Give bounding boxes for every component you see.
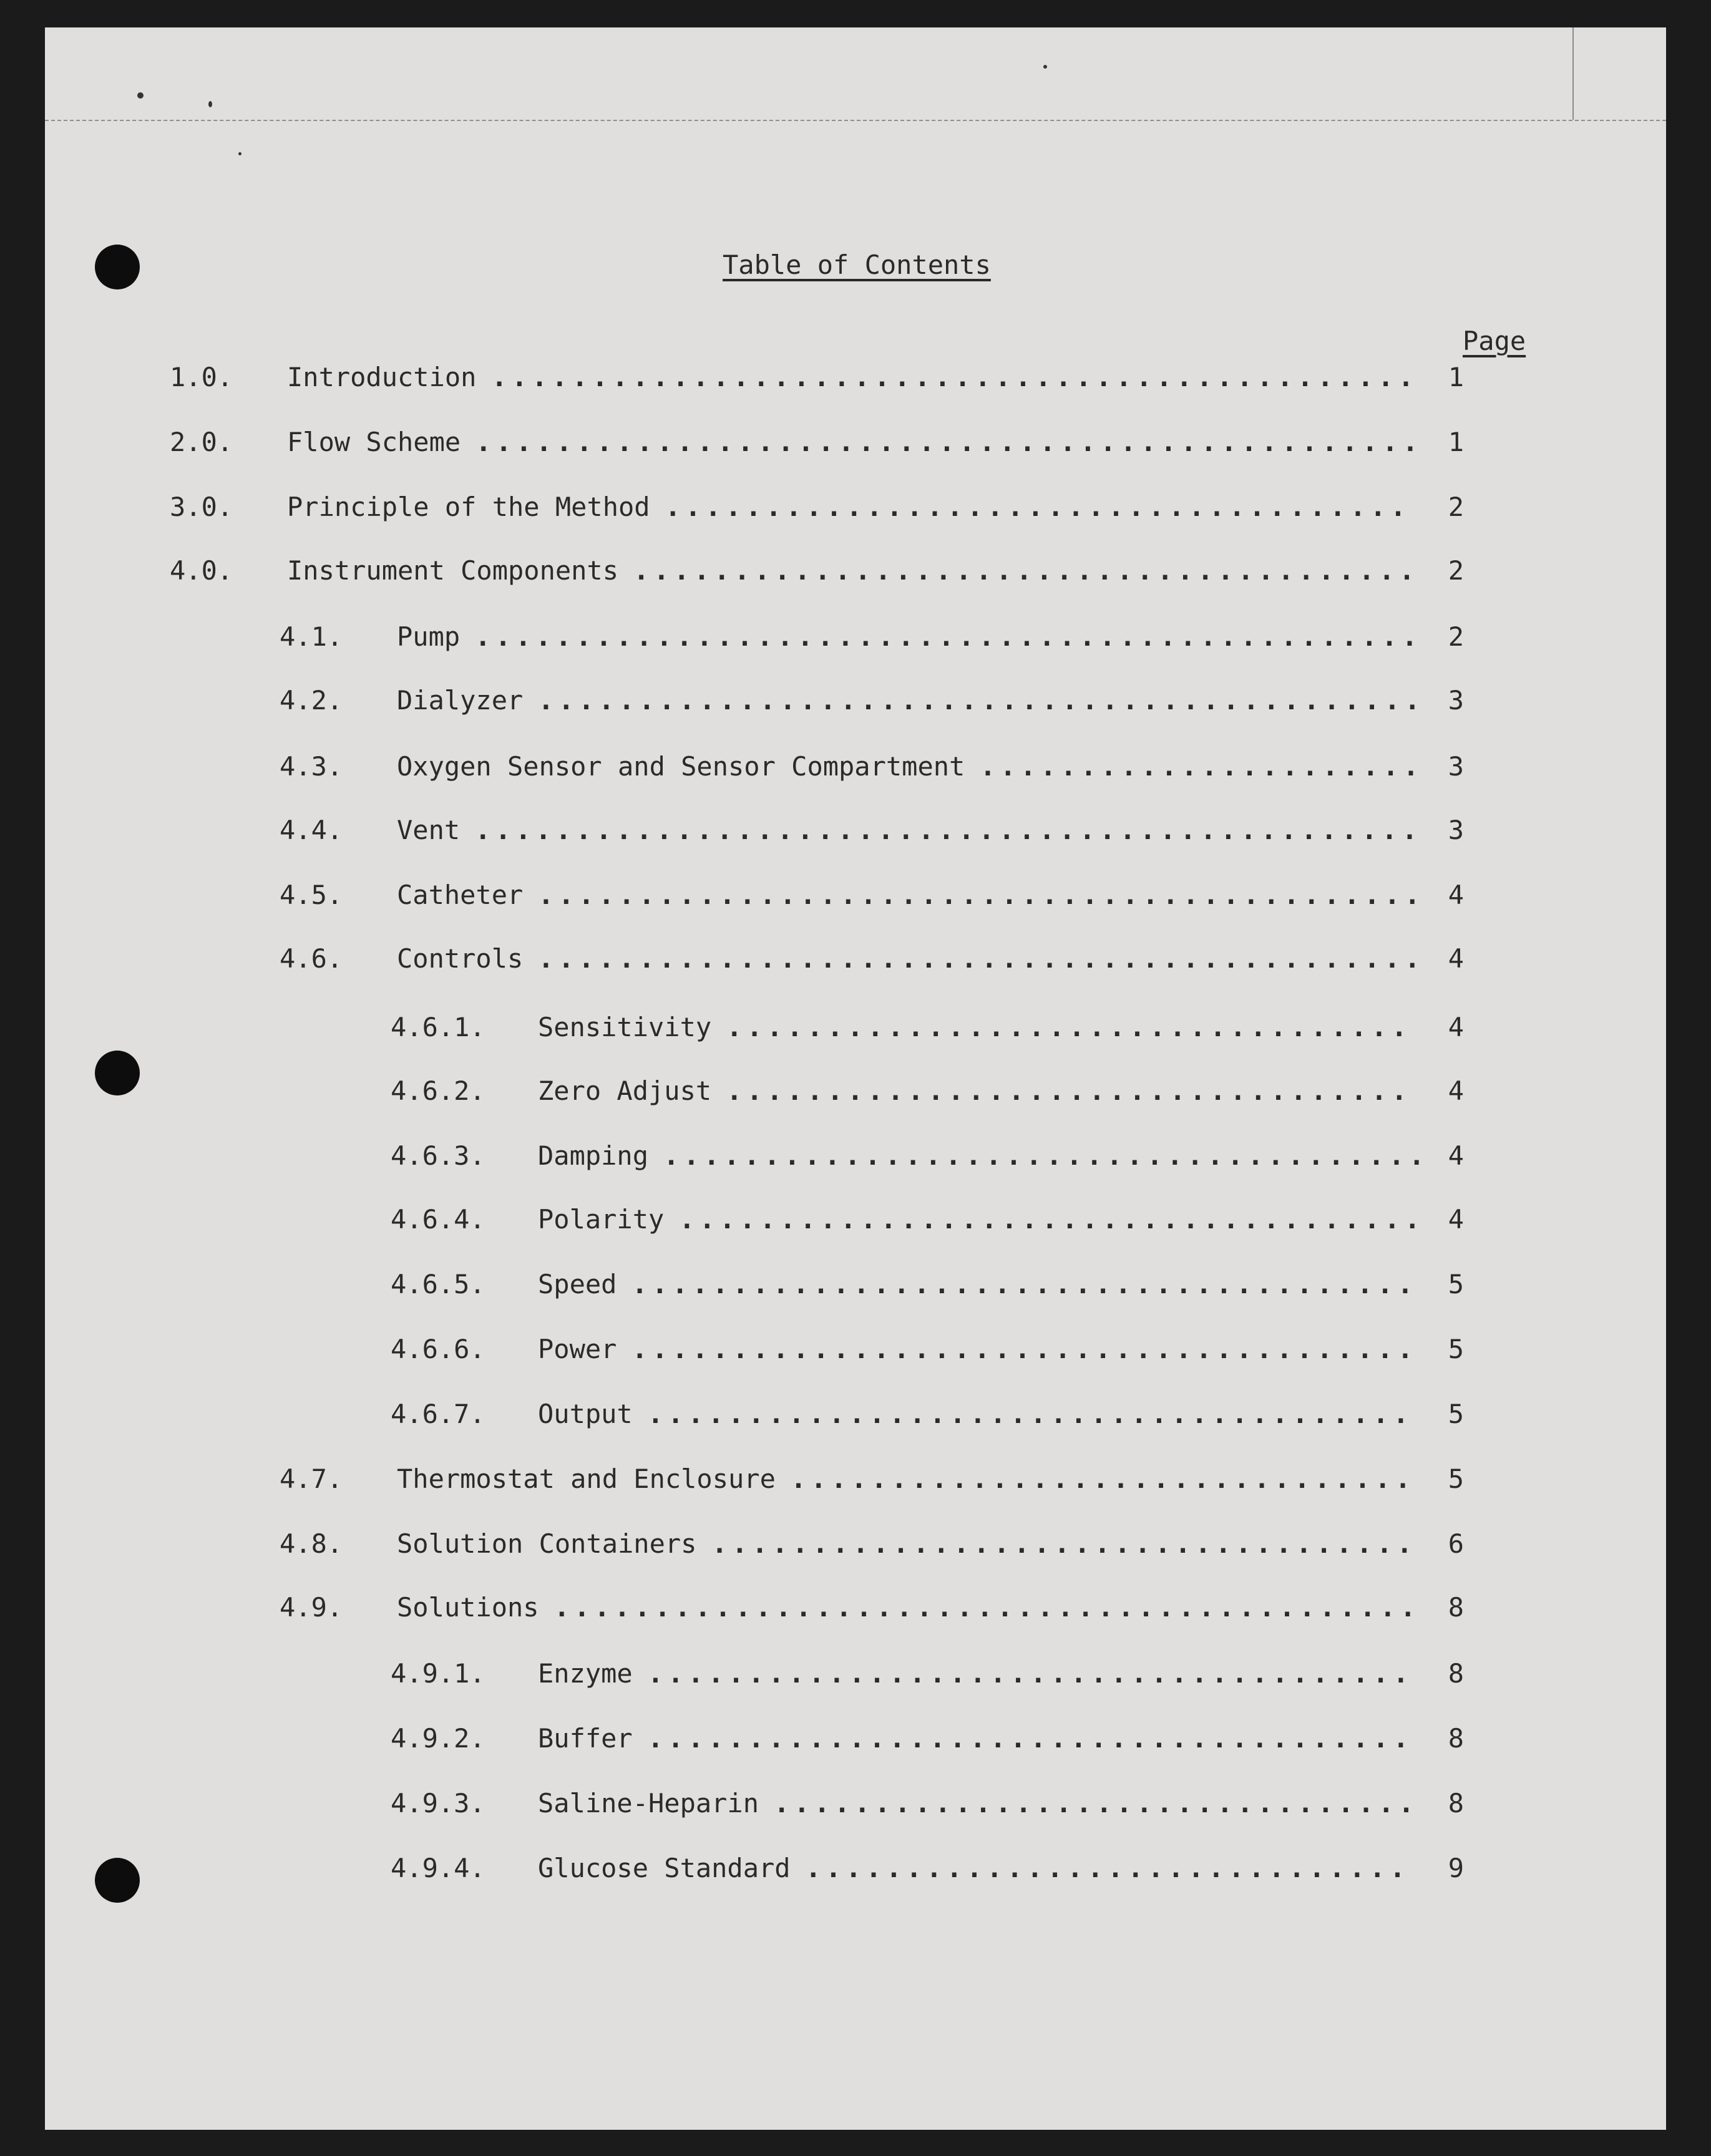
document-page: [45, 27, 1666, 2130]
toc-entry-title: Pump: [397, 621, 461, 652]
toc-dot-leader: ...............................................: [475, 427, 1423, 457]
toc-entry-number: 4.4.: [280, 815, 343, 845]
toc-entry-title: Dialyzer: [397, 685, 524, 716]
toc-dot-leader: ......................................: [647, 1658, 1413, 1689]
toc-entry-title: Power: [538, 1334, 617, 1364]
page-title: Table of Contents: [723, 250, 991, 280]
toc-entry-number: 4.6.3.: [391, 1140, 485, 1171]
toc-entry-page: 1: [1448, 427, 1464, 457]
toc-entry-number: 4.6.6.: [391, 1334, 485, 1364]
toc-entry: [45, 685, 1666, 722]
toc-dot-leader: ..............................: [805, 1853, 1410, 1883]
toc-entry: [45, 1658, 1666, 1696]
toc-entry-title: Speed: [538, 1269, 617, 1299]
toc-entry-number: 4.9.1.: [391, 1658, 485, 1689]
toc-entry-number: 4.8.: [280, 1528, 343, 1559]
toc-entry: [45, 1140, 1666, 1178]
scan-speck: [137, 92, 144, 99]
toc-entry-page: 4: [1448, 1140, 1464, 1171]
toc-entry: [45, 815, 1666, 852]
toc-entry: [45, 1464, 1666, 1501]
toc-entry-number: 4.7.: [280, 1464, 343, 1494]
toc-entry: [45, 1853, 1666, 1890]
toc-entry-number: 4.5.: [280, 880, 343, 910]
scan-speck: [1043, 65, 1047, 69]
toc-dot-leader: ......................................: [647, 1399, 1413, 1429]
binder-hole-top: [95, 245, 140, 289]
toc-entry-page: 4: [1448, 880, 1464, 910]
toc-dot-leader: ...............................: [790, 1464, 1415, 1494]
toc-dot-leader: .......................................: [631, 1269, 1418, 1299]
toc-entry-page: 5: [1448, 1399, 1464, 1429]
toc-entry-title: Buffer: [538, 1723, 633, 1754]
toc-entry-title: Solutions: [397, 1592, 539, 1623]
toc-entry-page: 3: [1448, 751, 1464, 782]
toc-entry-page: 1: [1448, 362, 1464, 392]
toc-entry: [45, 1723, 1666, 1760]
toc-dot-leader: ...........................................: [553, 1592, 1420, 1623]
toc-entry-title: Zero Adjust: [538, 1076, 712, 1106]
toc-entry-title: Instrument Components: [287, 555, 619, 586]
toc-entry: [45, 1012, 1666, 1049]
toc-entry-number: 4.6.1.: [391, 1012, 485, 1042]
toc-dot-leader: .......................................: [633, 555, 1420, 586]
toc-entry-number: 2.0.: [170, 427, 233, 457]
toc-dot-leader: ..................................: [726, 1012, 1411, 1042]
toc-dot-leader: ............................................: [538, 943, 1425, 974]
toc-dot-leader: ............................................: [538, 880, 1425, 910]
toc-entry-page: 4: [1448, 1076, 1464, 1106]
toc-entry-number: 4.3.: [280, 751, 343, 782]
toc-dot-leader: ..................................: [726, 1076, 1411, 1106]
toc-entry-number: 4.1.: [280, 621, 343, 652]
toc-entry-title: Glucose Standard: [538, 1853, 791, 1883]
toc-entry-page: 5: [1448, 1334, 1464, 1364]
toc-entry-title: Enzyme: [538, 1658, 633, 1689]
toc-entry: [45, 943, 1666, 981]
toc-entry-title: Controls: [397, 943, 524, 974]
scanner-edge-line-vertical: [1572, 27, 1574, 120]
toc-entry: [45, 362, 1666, 399]
toc-entry-title: Thermostat and Enclosure: [397, 1464, 776, 1494]
toc-entry-title: Principle of the Method: [287, 492, 650, 522]
toc-entry-number: 4.6.: [280, 943, 343, 974]
toc-entry-number: 4.9.2.: [391, 1723, 485, 1754]
toc-entry: [45, 1592, 1666, 1629]
toc-entry: [45, 1399, 1666, 1436]
toc-entry: [45, 1788, 1666, 1825]
toc-dot-leader: ......................................: [647, 1723, 1413, 1754]
toc-entry-title: Catheter: [397, 880, 524, 910]
toc-entry-page: 4: [1448, 943, 1464, 974]
toc-entry-number: 4.6.4.: [391, 1204, 485, 1235]
toc-entry-title: Solution Containers: [397, 1528, 697, 1559]
toc-entry-title: Introduction: [287, 362, 477, 392]
toc-dot-leader: ......................................: [663, 1140, 1429, 1171]
toc-entry-title: Output: [538, 1399, 633, 1429]
scanner-edge-line: [45, 120, 1666, 121]
toc-entry-page: 8: [1448, 1658, 1464, 1689]
toc-entry-title: Flow Scheme: [287, 427, 461, 457]
toc-dot-leader: ...............................................: [475, 815, 1422, 845]
toc-entry: [45, 492, 1666, 529]
toc-entry-title: Sensitivity: [538, 1012, 712, 1042]
toc-entry-page: 3: [1448, 685, 1464, 716]
toc-entry-number: 4.6.7.: [391, 1399, 485, 1429]
toc-entry-page: 8: [1448, 1723, 1464, 1754]
toc-entry: [45, 1334, 1666, 1371]
toc-entry-title: Polarity: [538, 1204, 665, 1235]
toc-entry-page: 5: [1448, 1464, 1464, 1494]
toc-entry-title: Vent: [397, 815, 461, 845]
toc-dot-leader: .....................................: [665, 492, 1411, 522]
toc-entry-number: 4.9.: [280, 1592, 343, 1623]
toc-entry-title: Saline-Heparin: [538, 1788, 759, 1819]
toc-entry-number: 3.0.: [170, 492, 233, 522]
toc-entry: [45, 1528, 1666, 1566]
toc-entry: [45, 880, 1666, 917]
scan-speck: [238, 152, 241, 155]
toc-entry-number: 4.9.3.: [391, 1788, 485, 1819]
toc-entry-number: 4.6.5.: [391, 1269, 485, 1299]
toc-entry-number: 4.6.2.: [391, 1076, 485, 1106]
toc-dot-leader: ...............................................: [475, 621, 1422, 652]
toc-entry-number: 4.9.4.: [391, 1853, 485, 1883]
toc-dot-leader: ...................................: [711, 1528, 1417, 1559]
toc-entry-page: 2: [1448, 492, 1464, 522]
toc-entry: [45, 1269, 1666, 1306]
toc-dot-leader: ................................: [774, 1788, 1419, 1819]
toc-entry: [45, 1204, 1666, 1241]
toc-entry: [45, 1076, 1666, 1113]
toc-dot-leader: ..............................................: [491, 362, 1418, 392]
toc-entry: [45, 621, 1666, 659]
toc-entry-page: 3: [1448, 815, 1464, 845]
toc-entry-page: 8: [1448, 1592, 1464, 1623]
toc-entry-page: 4: [1448, 1204, 1464, 1235]
toc-entry: [45, 555, 1666, 593]
toc-entry: [45, 427, 1666, 464]
toc-dot-leader: .....................................: [679, 1204, 1425, 1235]
toc-dot-leader: ......................: [980, 751, 1423, 782]
toc-entry-title: Oxygen Sensor and Sensor Compartment: [397, 751, 965, 782]
page-column-heading: Page: [1463, 326, 1526, 356]
scan-speck: [208, 101, 212, 107]
toc-entry-page: 8: [1448, 1788, 1464, 1819]
toc-entry-title: Damping: [538, 1140, 649, 1171]
toc-entry-page: 2: [1448, 621, 1464, 652]
toc-dot-leader: .......................................: [631, 1334, 1418, 1364]
toc-entry-page: 4: [1448, 1012, 1464, 1042]
toc-entry-page: 6: [1448, 1528, 1464, 1559]
toc-entry-number: 4.2.: [280, 685, 343, 716]
toc-entry: [45, 751, 1666, 789]
toc-entry-number: 4.0.: [170, 555, 233, 586]
toc-entry-page: 9: [1448, 1853, 1464, 1883]
toc-entry-number: 1.0.: [170, 362, 233, 392]
toc-entry-page: 5: [1448, 1269, 1464, 1299]
toc-dot-leader: ............................................: [538, 685, 1425, 716]
toc-entry-page: 2: [1448, 555, 1464, 586]
